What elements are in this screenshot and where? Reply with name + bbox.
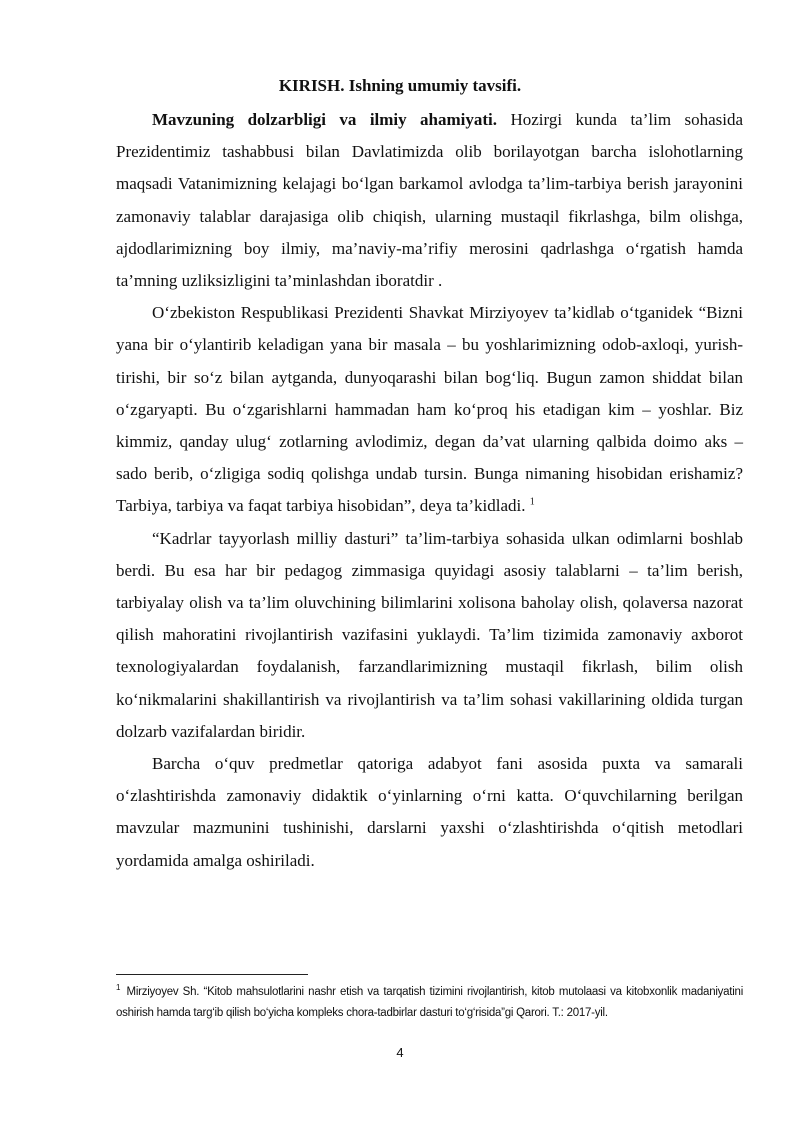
footnote-reference[interactable]: 1: [529, 496, 535, 508]
paragraph-didactic-games: [116, 748, 743, 877]
paragraph-lead-heading: Mavzuning dolzarbligi va ilmiy ahamiyati.: [152, 110, 498, 129]
body-text: [116, 104, 743, 877]
page-number: 4: [396, 1045, 404, 1060]
paragraph-text: Barcha o‘quv predmetlar qatoriga adabyot fani asosida puxta va samarali o‘zlashtirishda zamonaviy didaktik o‘yinlarning o‘rni katta. O‘quvchilarning berilgan mavzular mazmunini tushinishi, darslarni yaxshi o‘zlashtirishda o‘qitish metodlari yordamida amalga oshiriladi.: [116, 754, 743, 870]
footnote: [116, 982, 743, 1024]
footnote-divider: [116, 974, 308, 975]
footnote-number: 1: [116, 983, 121, 993]
paragraph-national-program: [116, 523, 743, 748]
paragraph-text: O‘zbekiston Respublikasi Prezidenti Shavkat Mirziyoyev ta’kidlab o‘tganidek “Bizni yana bir o‘ylantirib keladigan yana bir masala – bu yoshlarimizning odob-axloqi, yurish-tirishi, bir so‘z bilan aytganda, dunyoqarashi bilan bog‘liq. Bugun zamon shiddat bilan o‘zgaryapti. Bu o‘zgarishlarni hammadan ham ko‘proq his etadigan kim – yoshlar. Biz kimmiz, qanday ulug‘ zotlarning avlodimiz, degan da’vat ularning qalbida doimo aks – sado berib, o‘zligiga sodiq qolishga undab tursin. Bunga nimaning hisobidan erishamiz? Tarbiya, tarbiya va faqat tarbiya hisobidan”, deya ta’kidladi.: [116, 303, 743, 516]
paragraph-text: Hozirgi kunda ta’lim sohasida Prezidentimiz tashabbusi bilan Davlatimizda olib borilayotgan barcha islohotlarning maqsadi Vatanimizning kelajagi bo‘lgan barkamol avlodga ta’lim-tarbiya berish jarayonini zamonaviy talablar darajasiga olib chiqish, ularning mustaqil fikrlashga, bilm olishga, ajdodlarimizning boy ilmiy, ma’naviy-ma’rifiy merosini qadrlashga o‘rgatish hamda ta’mning uzliksizligini ta’minlashdan iboratdir .: [116, 110, 743, 291]
paragraph-relevance: [116, 104, 743, 297]
section-title: KIRISH. Ishning umumiy tavsifi.: [278, 76, 522, 95]
paragraph-text: “Kadrlar tayyorlash milliy dasturi” ta’lim-tarbiya sohasida ulkan odimlarni boshlab berdi. Bu esa har bir pedagog zimmasiga quyidagi asosiy talablarni – ta’lim berish, tarbiyalay olish va ta’lim oluvchining bilimlarini xolisona baholay olish, qolaversa nazorat qilish mahoratini rivojlantirish vazifasini yuklaydi. Ta’lim tizimida zamonaviy axborot texnologiyalardan foydalanish, farzandlarimizning mustaqil fikrlash, bilim olish ko‘nikmalarini shakillantirish va rivojlantirish va ta’lim sohasi vakillarining oldida turgan dolzarb vazifalardan biridir.: [116, 528, 743, 741]
paragraph-president-quote: [116, 297, 743, 522]
footnote-text: Mirziyoyev Sh. “Kitob mahsulotlarini nashr etish va tarqatish tizimini rivojlantirish, kitob mutolaasi va kitobxonlik madaniyatini oshirish hamda targ‘ib qilish bo‘yicha kompleks chora-tadbirlar dasturi to‘g‘risida”gi Qarori. T.: 2017-yil.: [116, 986, 743, 1019]
